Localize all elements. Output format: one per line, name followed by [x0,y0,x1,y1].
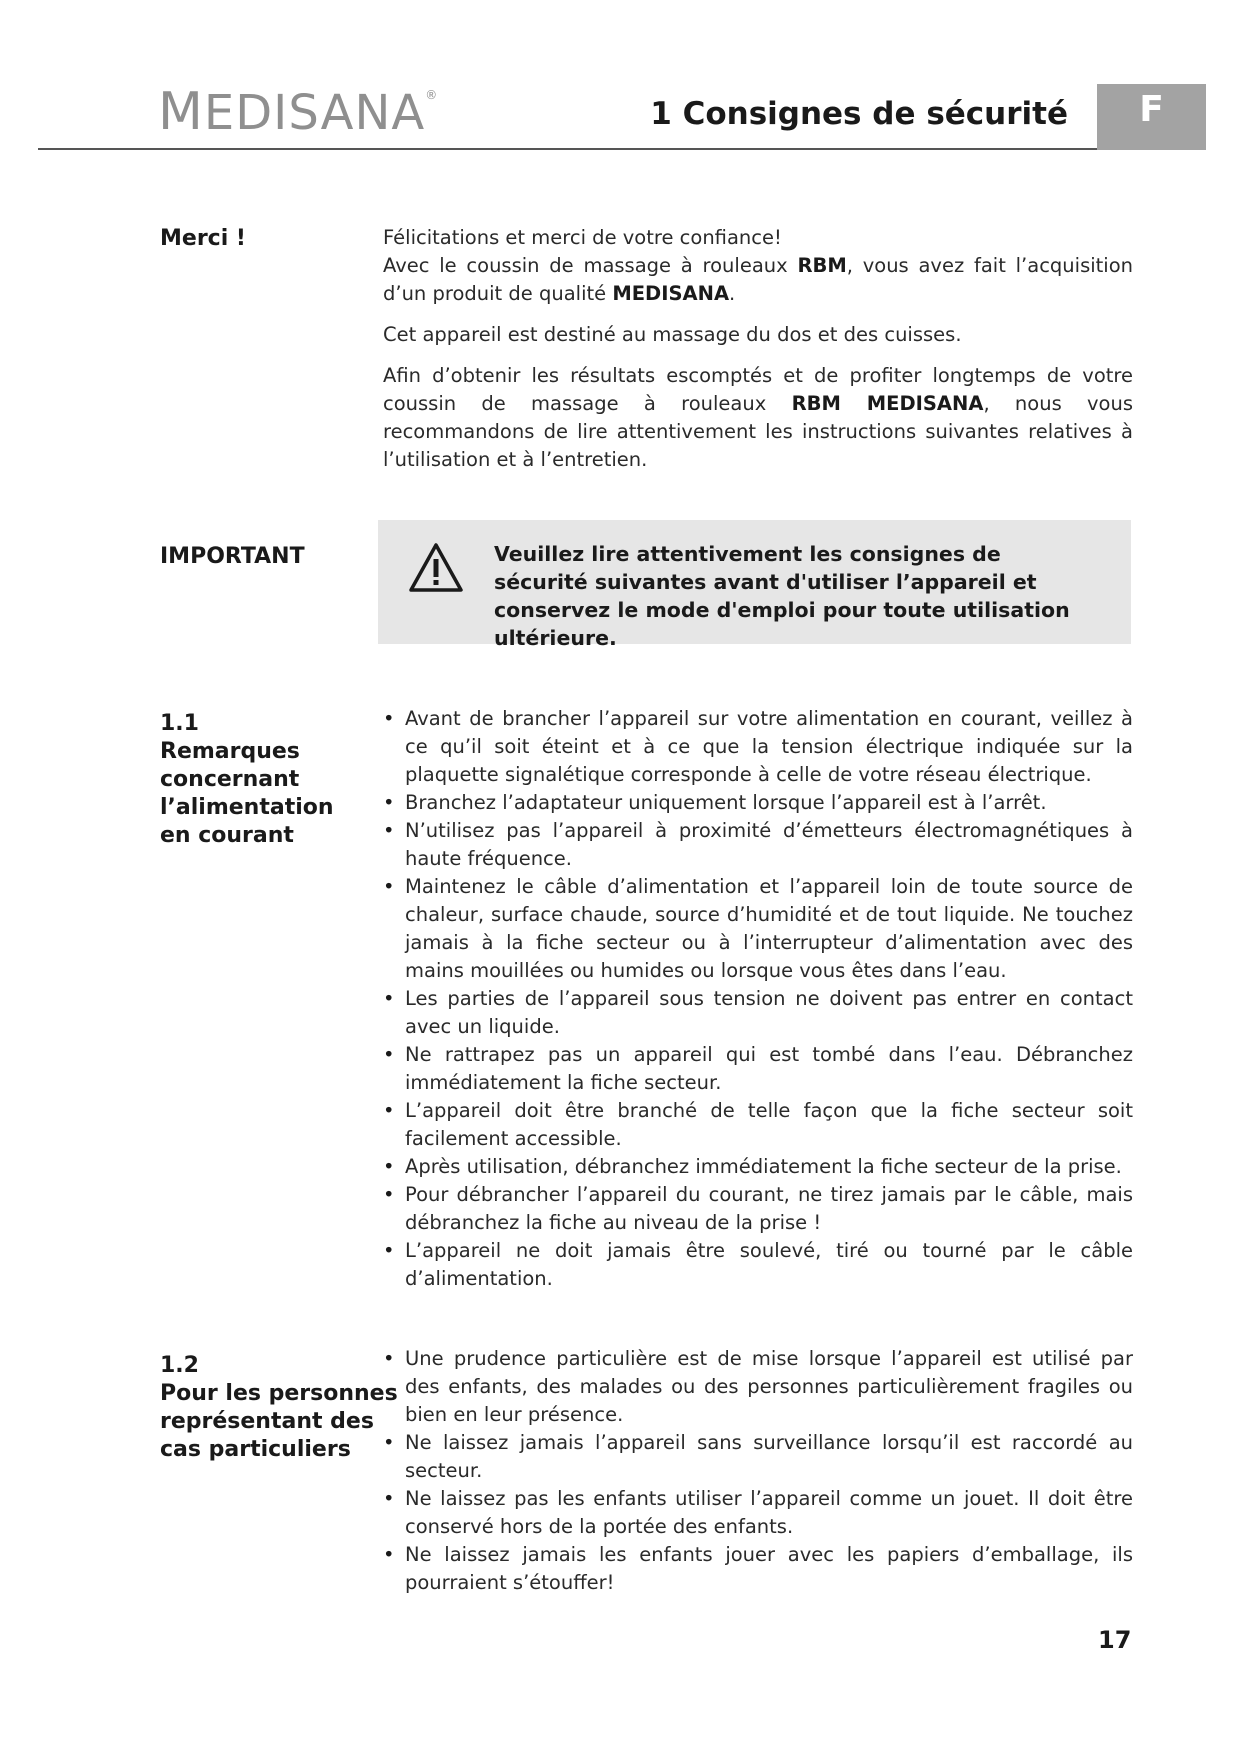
section-1-2-number: 1.2 [160,1353,199,1378]
product-brand-inline: RBM MEDISANA [791,392,984,415]
list-item: • Branchez l’adaptateur uniquement lorsque l’appareil est à l’arrêt. [383,789,1133,817]
merci-paragraph-3 [383,362,1133,474]
merci-paragraph-3-start: Afin d’obtenir les résultats escomptés et de profiter longtemps de votre coussin de massage à rouleaux [383,364,1133,415]
list-item: • L’appareil doit être branché de telle façon que la fiche secteur soit facilement accessible. [383,1097,1133,1153]
important-label: IMPORTANT [160,544,305,569]
section-1-1-title-line-1: Remarques [160,739,300,764]
list-item: • Maintenez le câble d’alimentation et l’appareil loin de toute source de chaleur, surface chaude, source d’humidité et de tout liquide. Ne touchez jamais à la fiche secteur ou à l’interrupteur d’alimentation avec des mains mouillées ou humides ou lorsque vous êtes dans l’eau. [383,873,1133,985]
merci-line-2-end: . [729,282,736,305]
list-item: • N’utilisez pas l’appareil à proximité d’émetteurs électromagnétiques à haute fréquence. [383,817,1133,873]
brand-logo [158,82,438,142]
page-number: 17 [1098,1626,1132,1654]
section-1-1-number: 1.1 [160,711,199,736]
merci-paragraph-3-end: , nous vous recommandons de lire attentivement les instructions suivantes relatives à l’utilisation et à l’entretien. [383,392,1133,471]
important-notice-text: Veuillez lire attentivement les consignes de sécurité suivantes avant d'utiliser l’appareil et conservez le mode d'emploi pour toute utilisation ultérieure. [494,542,1070,650]
section-1-2-title-line-2: représentant des [160,1409,374,1434]
section-title: 1 Consignes de sécurité [650,96,1068,132]
list-item: • Ne rattrapez pas un appareil qui est tombé dans l’eau. Débranchez immédiatement la fiche secteur. [383,1041,1133,1097]
section-1-1-content [383,705,1133,1293]
product-name-rbm: RBM [797,254,847,277]
list-item: • L’appareil ne doit jamais être soulevé, tiré ou tourné par le câble d’alimentation. [383,1237,1133,1293]
merci-label: Merci ! [160,226,246,251]
section-1-1-bullet-list [383,705,1133,1293]
list-item: • Après utilisation, débranchez immédiatement la fiche secteur de la prise. [383,1153,1133,1181]
merci-paragraph-2: Cet appareil est destiné au massage du dos et des cuisses. [383,323,962,346]
section-1-1-title-line-3: l’alimentation [160,795,334,820]
list-item: • Ne laissez pas les enfants utiliser l’appareil comme un jouet. Il doit être conservé hors de la portée des enfants. [383,1485,1133,1541]
section-1-2-title-line-3: cas particuliers [160,1437,351,1462]
section-1-1-heading [160,710,334,850]
list-item: • Ne laissez jamais les enfants jouer avec les papiers d’emballage, ils pourraient s’étouffer! [383,1541,1133,1597]
list-item: • Ne laissez jamais l’appareil sans surveillance lorsqu’il est raccordé au secteur. [383,1429,1133,1485]
brand-logo-rest: EDISANA [203,85,426,141]
brand-name-inline: MEDISANA [612,282,730,305]
section-1-1-title-line-2: concernant [160,767,300,792]
list-item: • Une prudence particulière est de mise lorsque l’appareil est utilisé par des enfants, des malades ou des personnes particulièrement fragiles ou bien en leur présence. [383,1345,1133,1429]
section-1-2-title-line-1: Pour les personnes [160,1381,398,1406]
list-item: • Avant de brancher l’appareil sur votre alimentation en courant, veillez à ce qu’il soit éteint et à ce que la tension électrique indiquée sur la plaquette signalétique corresponde à celle de votre réseau électrique. [383,705,1133,789]
merci-text [383,224,1133,487]
section-1-1-title-line-4: en courant [160,823,294,848]
merci-line-2-middle: , vous avez fait l’acquisition d’un produit de qualité [383,254,1134,305]
merci-line-2-start: Avec le coussin de massage à rouleaux [383,254,798,277]
important-notice-box [378,520,1131,650]
brand-logo-initial: M [158,82,204,142]
registered-mark: ® [425,88,439,102]
merci-paragraph-1 [383,224,1133,308]
section-1-2-bullet-list [383,1345,1133,1597]
merci-line-1: Félicitations et merci de votre confiance! [383,226,782,249]
warning-triangle-icon [408,542,464,594]
list-item: • Pour débrancher l’appareil du courant, ne tirez jamais par le câble, mais débranchez la fiche au niveau de la prise ! [383,1181,1133,1237]
page-header [38,0,1206,150]
section-1-2-heading [160,1352,398,1464]
list-item: • Les parties de l’appareil sous tension ne doivent pas entrer en contact avec un liquide. [383,985,1133,1041]
section-1-2-content [383,1345,1133,1597]
language-tab: F [1097,84,1206,150]
